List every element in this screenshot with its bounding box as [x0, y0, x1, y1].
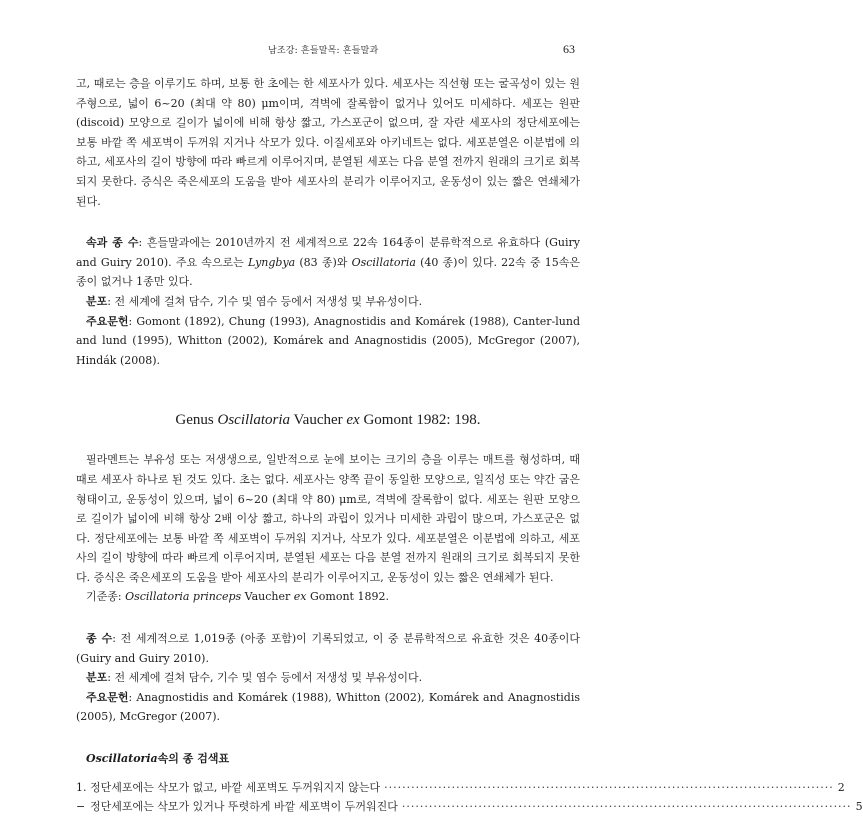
family-genera-text-1: : 흔들말과에는 2010년까지 전 세계적으로 22속 164종이 분류학적으로 유효하다 (Guiry and Guiry 2010). 주요 속으로는: [76, 236, 580, 269]
genus-heading-prefix: Genus: [175, 412, 218, 429]
genus-references-text: : Anagnostidis and Komárek (1988), Whitton (2002), Komárek and Anagnostidis (2005), McGregor (2007).: [76, 690, 580, 724]
genus-distribution-label: 분포: [86, 671, 108, 685]
key-entry: [76, 778, 845, 797]
genus-references-label: 주요문헌: [86, 690, 129, 704]
page-number: 63: [563, 42, 575, 56]
family-references-paragraph: [76, 312, 580, 371]
family-genera-text-2: (83 종)와: [295, 255, 352, 269]
type-species-ex: ex: [293, 590, 307, 604]
key-title: [76, 749, 580, 768]
key-entry-text: 정단세포에는 삭모가 있거나 뚜렷하게 바깥 세포벽이 두꺼워진다: [90, 800, 398, 814]
type-species-author-2: Gomont 1892.: [306, 590, 389, 604]
family-distribution-label: 분포: [86, 294, 108, 308]
key-title-genus: Oscillatoria: [86, 752, 158, 766]
key-title-rest: 속의 종 검색표: [157, 752, 230, 766]
genus-description: 필라멘트는 부유성 또는 저생생으로, 일반적으로 눈에 보이는 크기의 층을 이루는 매트를 형성하며, 때때로 세포사 하나로 된 것도 있다. 초는 없다. 세포사는 양쪽 끝이 동일한 모양으로, 일직성 또는 약간 굽은 형태이고, 운동성이 있으며, 넓이 6~20 (최대 약 80) μm로, 격벽에 잘록함이 없다. 세포는 원판 모양으로 길이가 넓이에 비해 항상 2배 이상 짧고, 하나의 과립이 있거나 미세한 과립이 많으며, 가스포군은 없다. 정단세포에는 보통 바깥 쪽 세포벽이 두꺼워 지거나, 삭모가 있다. 세포분열은 이분법에 의하고, 세포사의 길이 방향에 따라 빠르게 이루어지며, 분열된 세포는 다음 분열 전까지 원래의 크기로 회복되지 못한다. 증식은 죽은세포의 도움을 받아 세포사의 분리가 이루어지고, 운동성이 있는 짧은 연쇄체가 된다.: [76, 453, 580, 584]
key-entry-number: 1.: [76, 781, 87, 795]
key-leader-dots: ····································································································: [384, 781, 834, 795]
page-body: [76, 74, 863, 816]
key-entry-text: 정단세포에는 삭모가 없고, 바깥 세포벽도 두꺼워지지 않는다: [90, 781, 381, 795]
family-references-label: 주요문헌: [86, 314, 129, 328]
family-genera-text-3: (40 종)이 있다. 22속 중 15속은 종이 없거나 1종만 있다.: [76, 255, 581, 289]
type-species-name: Oscillatoria princeps: [125, 590, 242, 604]
family-references-text: : Gomont (1892), Chung (1993), Anagnostidis and Komárek (1988), Canter-lund and lund (1995), Whitton (2002), Komárek and Anagnostidis (2005), McGregor (2007), Hindák (2008).: [76, 314, 580, 367]
family-description: 고, 때로는 층을 이루기도 하며, 보통 한 초에는 한 세포사가 있다. 세포사는 직선형 또는 굴곡성이 있는 원주형으로, 넓이 6~20 (최대 약 80) μm이며, 격벽에 잘록함이 없거나 있어도 미세하다. 세포는 원판 (discoid) 모양으로 길이가 넓이에 비해 항상 짧고, 가스포군이 없으며, 잘 자란 세포사의 정단세포에는 보통 바깥 쪽 세포벽이 두꺼워 지거나 삭모가 있다. 이질세포와 아키네트는 없다. 세포분열은 이분법에 의하고, 세포사의 길이 방향에 따라 빠르게 이루어지며, 분열된 세포는 다음 분열 전까지 원래의 크기로 회복되지 못한다. 증식은 죽은세포의 도움을 받아 세포사의 분리가 이루어지고, 운동성이 있는 짧은 연쇄체가 된다.: [76, 77, 580, 208]
genus-species-count-paragraph: [76, 629, 580, 668]
key-leader-dots: ····································································································: [401, 800, 852, 814]
genus-heading-author-2: Gomont 1982: 198.: [359, 412, 481, 429]
genus-heading-author-1: Vaucher: [290, 412, 347, 429]
key-entry: [76, 797, 863, 816]
genus-species-count-text: : 전 세계적으로 1,019종 (아종 포함)이 기록되었고, 이 중 분류학적으로 유효한 것은 40종이다 (Guiry and Guiry 2010).: [76, 632, 580, 665]
genus-references-paragraph: [76, 688, 580, 727]
type-species-author-1: Vaucher: [241, 590, 294, 604]
genus-species-count-label: 종 수: [86, 632, 113, 646]
family-distribution-paragraph: [76, 292, 580, 312]
running-title: 남조강: 흔들말목: 흔들말과: [268, 46, 379, 56]
key-entry-lead: 2: [837, 781, 845, 795]
type-species-paragraph: [76, 587, 580, 607]
key-entry-lead: 5: [855, 800, 863, 814]
genus-distribution-text: : 전 세계에 걸쳐 담수, 기수 및 염수 등에서 저생성 및 부유성이다.: [107, 671, 423, 685]
genus-lyngbya: Lyngbya: [247, 255, 296, 269]
genus-oscillatoria: Oscillatoria: [351, 255, 416, 269]
key-entry-number: −: [76, 800, 86, 814]
type-species-label: 기준종:: [86, 590, 126, 604]
family-distribution-text: : 전 세계에 걸쳐 담수, 기수 및 염수 등에서 저생성 및 부유성이다.: [107, 294, 423, 308]
family-genera-paragraph: [76, 233, 580, 292]
genus-heading-name: Oscillatoria: [217, 412, 291, 429]
genus-heading-ex: ex: [346, 412, 360, 429]
page-header: [0, 43, 652, 59]
genus-distribution-paragraph: [76, 668, 580, 688]
family-genera-label: 속과 종 수: [86, 236, 139, 250]
genus-heading: [76, 410, 580, 430]
